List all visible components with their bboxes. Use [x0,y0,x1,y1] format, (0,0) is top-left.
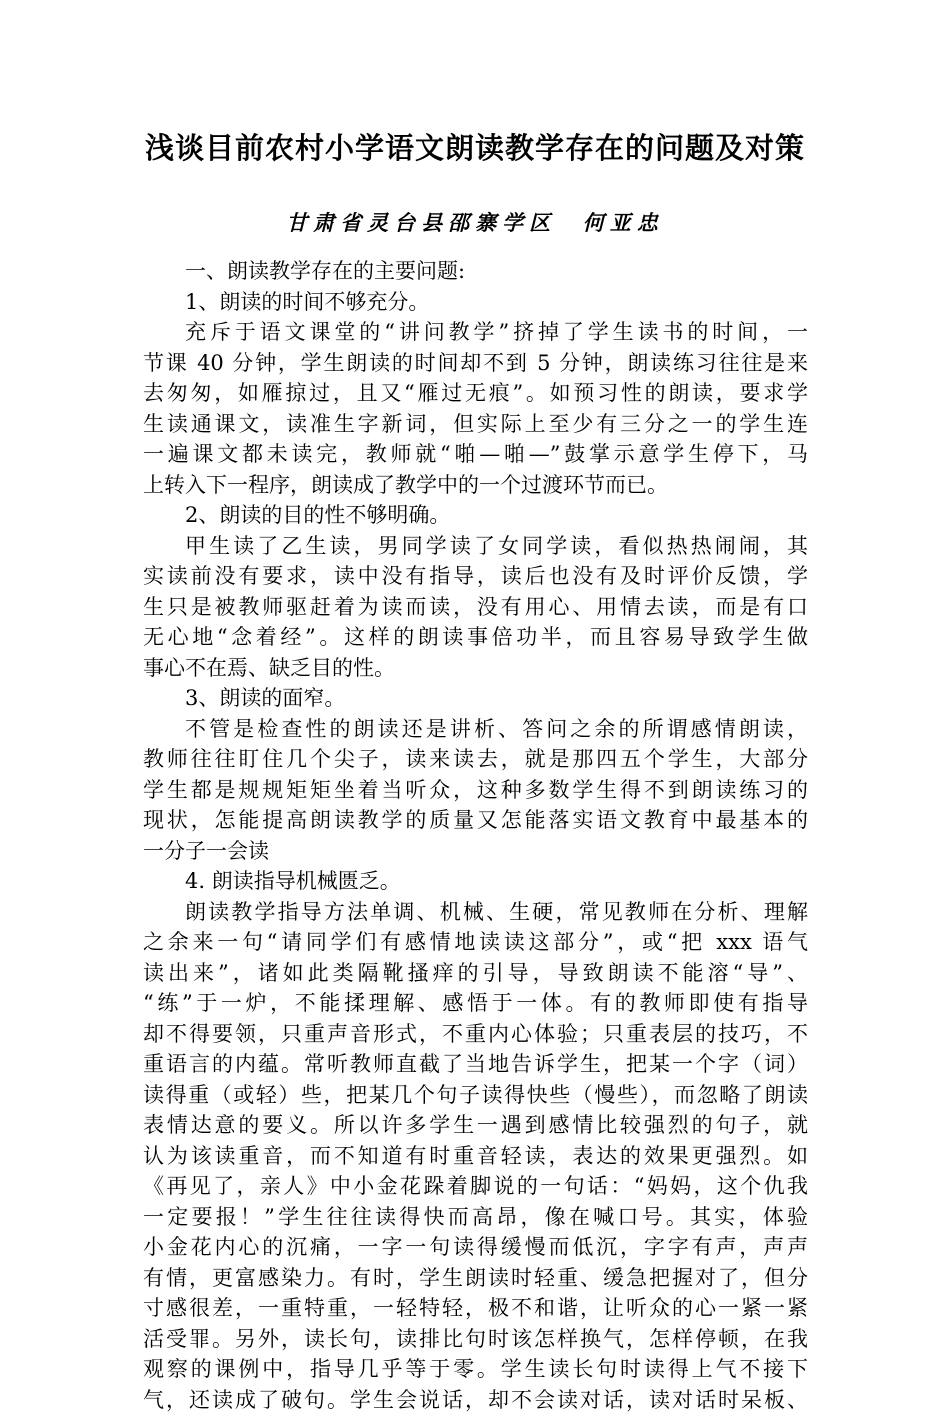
paragraph-line: 充斥于语文课堂的“讲问教学”挤掉了学生读书的时间，一 [143,317,808,348]
paragraph-line: 有情，更富感染力。有时，学生朗读时轻重、缓急把握对了，但分 [143,1263,808,1294]
paragraph-line: 上转入下一程序，朗读成了教学中的一个过渡环节而已。 [143,470,808,501]
paragraph-line: 现状，怎能提高朗读教学的质量又怎能落实语文教育中最基本的 [143,805,808,836]
paragraph-line: 甲生读了乙生读，男同学读了女同学读，看似热热闹闹，其 [143,531,808,562]
section-heading: 一、朗读教学存在的主要问题: [143,256,808,287]
paragraph-line: “练”于一炉，不能揉理解、感悟于一体。有的教师即使有指导 [143,988,808,1019]
paragraph-line: 《再见了，亲人》中小金花跺着脚说的一句话：“妈妈，这个仇我 [143,1171,808,1202]
paragraph-line: 气，还读成了破句。学生会说话，却不会读对话，读对话时呆板、 [143,1385,808,1415]
paragraph-line: 活受罪。另外，读长句，读排比句时该怎样换气，怎样停顿，在我 [143,1324,808,1355]
subsection-heading: 2、朗读的目的性不够明确。 [143,500,808,531]
paragraph-line: 读得重（或轻）些，把某几个句子读得快些（慢些），而忽略了朗读 [143,1080,808,1111]
paragraph-line: 不管是检查性的朗读还是讲析、答问之余的所谓感情朗读， [143,714,808,745]
paragraph-line: 节课 40 分钟，学生朗读的时间却不到 5 分钟，朗读练习往往是来 [143,348,808,379]
paragraph-line: 生只是被教师驱赶着为读而读，没有用心、用情去读，而是有口 [143,592,808,623]
paragraph-line: 事心不在焉、缺乏目的性。 [143,653,808,684]
paragraph-line: 表情达意的要义。所以许多学生一遇到感情比较强烈的句子，就 [143,1110,808,1141]
subsection-heading: 3、朗读的面窄。 [143,683,808,714]
paragraph-line: 教师往往盯住几个尖子，读来读去，就是那四五个学生，大部分 [143,744,808,775]
paragraph-line: 实读前没有要求，读中没有指导，读后也没有及时评价反馈，学 [143,561,808,592]
paragraph-line: 观察的课例中，指导几乎等于零。学生读长句时读得上气不接下 [143,1354,808,1385]
paragraph-line: 去匆匆，如雁掠过，且又“雁过无痕”。如预习性的朗读，要求学 [143,378,808,409]
paragraph-line: 寸感很差，一重特重，一轻特轻，极不和谐，让听众的心一紧一紧 [143,1293,808,1324]
paragraph-line: 朗读教学指导方法单调、机械、生硬，常见教师在分析、理解 [143,897,808,928]
paragraph-line: 学生都是规规矩矩坐着当听众，这种多数学生得不到朗读练习的 [143,775,808,806]
document-author: 甘肃省灵台县邵寨学区 何亚忠 [0,208,950,238]
paragraph-line: 无心地“念着经”。这样的朗读事倍功半，而且容易导致学生做 [143,622,808,653]
paragraph-line: 却不得要领，只重声音形式，不重内心体验；只重表层的技巧，不 [143,1019,808,1050]
paragraph-line: 重语言的内蕴。常听教师直截了当地告诉学生，把某一个字（词） [143,1049,808,1080]
subsection-heading: 1、朗读的时间不够充分。 [143,287,808,318]
paragraph-line: 读出来”，诸如此类隔靴搔痒的引导，导致朗读不能溶“导”、 [143,958,808,989]
paragraph-line: 一分子一会读 [143,836,808,867]
document-title: 浅谈目前农村小学语文朗读教学存在的问题及对策 [0,128,950,168]
paragraph-line: 认为该读重音，而不知道有时重音轻读，表达的效果更强烈。如 [143,1141,808,1172]
paragraph-line: 之余来一句“请同学们有感情地读读这部分”，或“把 xxx 语气 [143,927,808,958]
paragraph-line: 一定要报！”学生往往读得快而高昂，像在喊口号。其实，体验 [143,1202,808,1233]
subsection-heading: 4. 朗读指导机械匮乏。 [143,866,808,897]
paragraph-line: 小金花内心的沉痛，一字一句读得缓慢而低沉，字字有声，声声 [143,1232,808,1263]
paragraph-line: 一遍课文都未读完，教师就“啪—啪—”鼓掌示意学生停下，马 [143,439,808,470]
paragraph-line: 生读通课文，读准生字新词，但实际上至少有三分之一的学生连 [143,409,808,440]
document-body [143,256,808,1415]
